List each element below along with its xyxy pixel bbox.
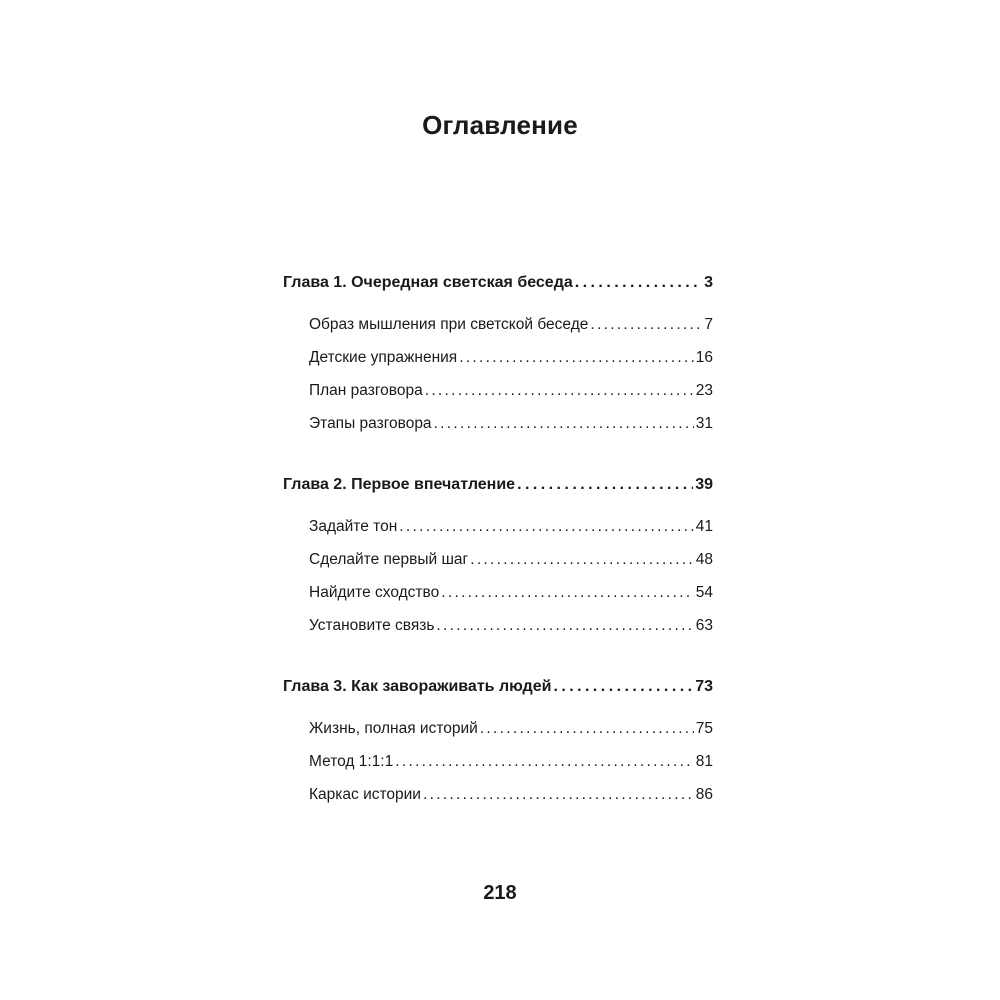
toc-section [283, 778, 713, 811]
chapter-title: Глава 3. Как завораживать людей [283, 678, 552, 695]
section-title: Найдите сходство [309, 584, 440, 601]
section-page-number: 16 [695, 349, 713, 366]
section-title: Сделайте первый шаг [309, 551, 469, 568]
toc-section [283, 712, 713, 745]
section-title: Жизнь, полная историй [309, 720, 478, 737]
dot-leader [434, 407, 694, 440]
chapter-block-3 [283, 666, 713, 811]
toc-section [283, 745, 713, 778]
dot-leader [459, 341, 694, 374]
page-number: 218 [483, 882, 517, 904]
section-title: Детские упражнения [309, 349, 458, 366]
dot-leader [423, 778, 694, 811]
chapter-title: Глава 1. Очередная светская беседа [283, 274, 573, 291]
dot-leader [480, 712, 694, 745]
section-title: Образ мышления при светской беседе [309, 316, 589, 333]
section-page-number: 86 [695, 786, 713, 803]
table-of-contents [283, 262, 713, 835]
section-page-number: 48 [695, 551, 713, 568]
section-page-number: 63 [695, 617, 713, 634]
toc-section [283, 576, 713, 609]
section-page-number: 81 [695, 753, 713, 770]
chapter-1-sections [283, 308, 713, 440]
toc-section [283, 609, 713, 642]
toc-section [283, 374, 713, 407]
dot-leader [553, 666, 693, 708]
section-page-number: 7 [704, 316, 713, 333]
section-title: План разговора [309, 382, 423, 399]
dot-leader [517, 464, 693, 506]
toc-section [283, 543, 713, 576]
chapter-block-2 [283, 464, 713, 642]
chapter-2-sections [283, 510, 713, 642]
dot-leader [575, 262, 702, 304]
dot-leader [395, 745, 694, 778]
section-page-number: 41 [695, 518, 713, 535]
dot-leader [425, 374, 694, 407]
chapter-title: Глава 2. Первое впечатление [283, 476, 516, 493]
section-page-number: 31 [695, 415, 713, 432]
chapter-page-number: 73 [695, 678, 713, 695]
dot-leader [590, 308, 702, 341]
toc-section [283, 510, 713, 543]
dot-leader [436, 609, 693, 642]
toc-section [283, 308, 713, 341]
chapter-3-sections [283, 712, 713, 811]
chapter-block-1 [283, 262, 713, 440]
section-title: Каркас истории [309, 786, 421, 803]
section-title: Установите связь [309, 617, 435, 634]
section-page-number: 23 [695, 382, 713, 399]
chapter-page-number: 39 [695, 476, 713, 493]
dot-leader [441, 576, 694, 609]
toc-chapter-1 [283, 262, 713, 304]
toc-section [283, 341, 713, 374]
chapter-page-number: 3 [704, 274, 713, 291]
toc-section [283, 407, 713, 440]
toc-chapter-2 [283, 464, 713, 506]
section-title: Метод 1:1:1 [309, 753, 394, 770]
section-title: Этапы разговора [309, 415, 432, 432]
dot-leader [470, 543, 694, 576]
section-page-number: 54 [695, 584, 713, 601]
dot-leader [399, 510, 693, 543]
section-title: Задайте тон [309, 518, 398, 535]
page-title: Оглавление [422, 110, 578, 140]
section-page-number: 75 [695, 720, 713, 737]
toc-chapter-3 [283, 666, 713, 708]
